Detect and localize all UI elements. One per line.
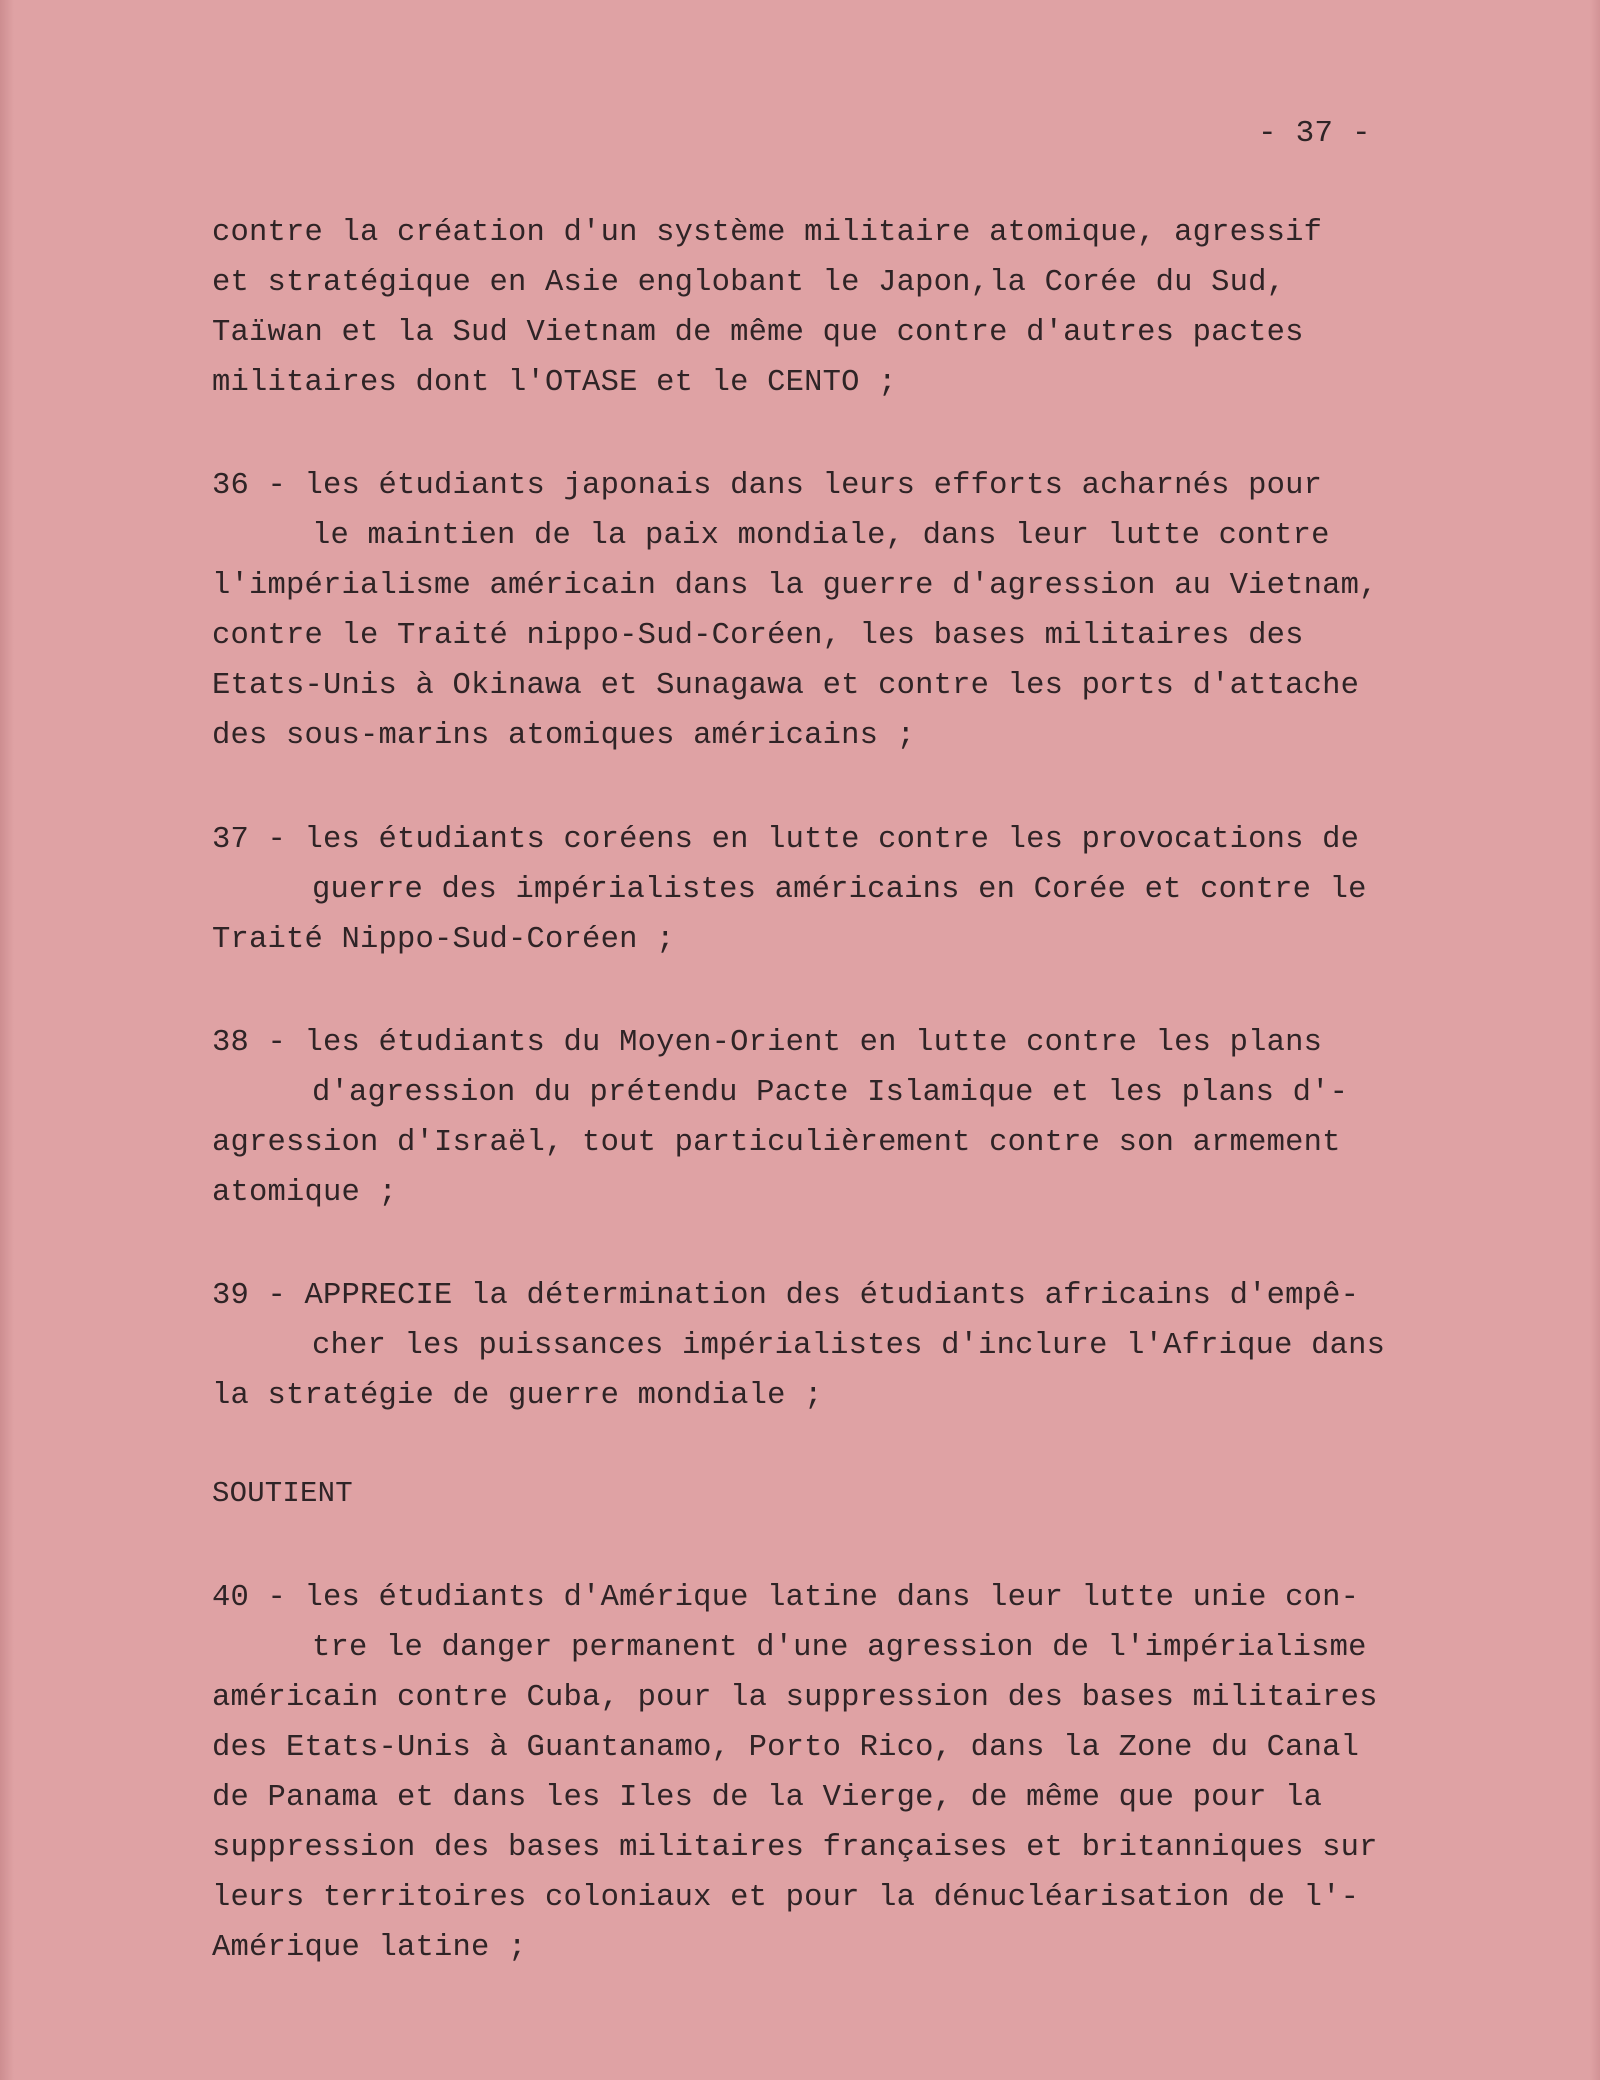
text-line: de Panama et dans les Iles de la Vierge, de même que pour la xyxy=(212,1781,1323,1815)
text-line: guerre des impérialistes américains en Corée et contre le xyxy=(312,873,1367,907)
text-line: Etats-Unis à Okinawa et Sunagawa et contre les ports d'attache xyxy=(212,669,1360,703)
text-line: contre la création d'un système militaire atomique, agressif xyxy=(212,216,1323,250)
text-line: tre le danger permanent d'une agression de l'impérialisme xyxy=(312,1631,1367,1665)
text-line: militaires dont l'OTASE et le CENTO ; xyxy=(212,366,897,400)
text-line: et stratégique en Asie englobant le Japon,la Corée du Sud, xyxy=(212,266,1286,300)
text-line: l'impérialisme américain dans la guerre d'agression au Vietnam, xyxy=(212,569,1378,603)
text-line: Traité Nippo-Sud-Coréen ; xyxy=(212,923,675,957)
text-line: des Etats-Unis à Guantanamo, Porto Rico, dans la Zone du Canal xyxy=(212,1731,1360,1765)
text-line: contre le Traité nippo-Sud-Coréen, les bases militaires des xyxy=(212,619,1304,653)
item-40-first-line: 40 - les étudiants d'Amérique latine dans leur lutte unie con- xyxy=(212,1581,1360,1615)
item-38-first-line: 38 - les étudiants du Moyen-Orient en lutte contre les plans xyxy=(212,1026,1323,1060)
text-line: cher les puissances impérialistes d'inclure l'Afrique dans xyxy=(312,1329,1386,1363)
text-line: la stratégie de guerre mondiale ; xyxy=(212,1379,823,1413)
page-number: - 37 - xyxy=(1258,116,1371,151)
item-37-first-line: 37 - les étudiants coréens en lutte contre les provocations de xyxy=(212,823,1360,857)
text-line: des sous-marins atomiques américains ; xyxy=(212,719,916,753)
text-line: américain contre Cuba, pour la suppression des bases militaires xyxy=(212,1681,1378,1715)
text-line: le maintien de la paix mondiale, dans leur lutte contre xyxy=(312,519,1330,553)
item-36-first-line: 36 - les étudiants japonais dans leurs efforts acharnés pour xyxy=(212,469,1323,503)
text-line: Taïwan et la Sud Vietnam de même que contre d'autres pactes xyxy=(212,316,1304,350)
text-line: suppression des bases militaires françaises et britanniques sur xyxy=(212,1831,1378,1865)
text-line: d'agression du prétendu Pacte Islamique et les plans d'- xyxy=(312,1076,1349,1110)
item-39-first-line: 39 - APPRECIE la détermination des étudiants africains d'empê- xyxy=(212,1279,1360,1313)
section-heading: SOUTIENT xyxy=(212,1477,353,1510)
text-line: Amérique latine ; xyxy=(212,1931,527,1965)
text-line: atomique ; xyxy=(212,1176,398,1210)
text-line: leurs territoires coloniaux et pour la dénucléarisation de l'- xyxy=(212,1881,1360,1915)
text-line: agression d'Israël, tout particulièrement contre son armement xyxy=(212,1126,1341,1160)
